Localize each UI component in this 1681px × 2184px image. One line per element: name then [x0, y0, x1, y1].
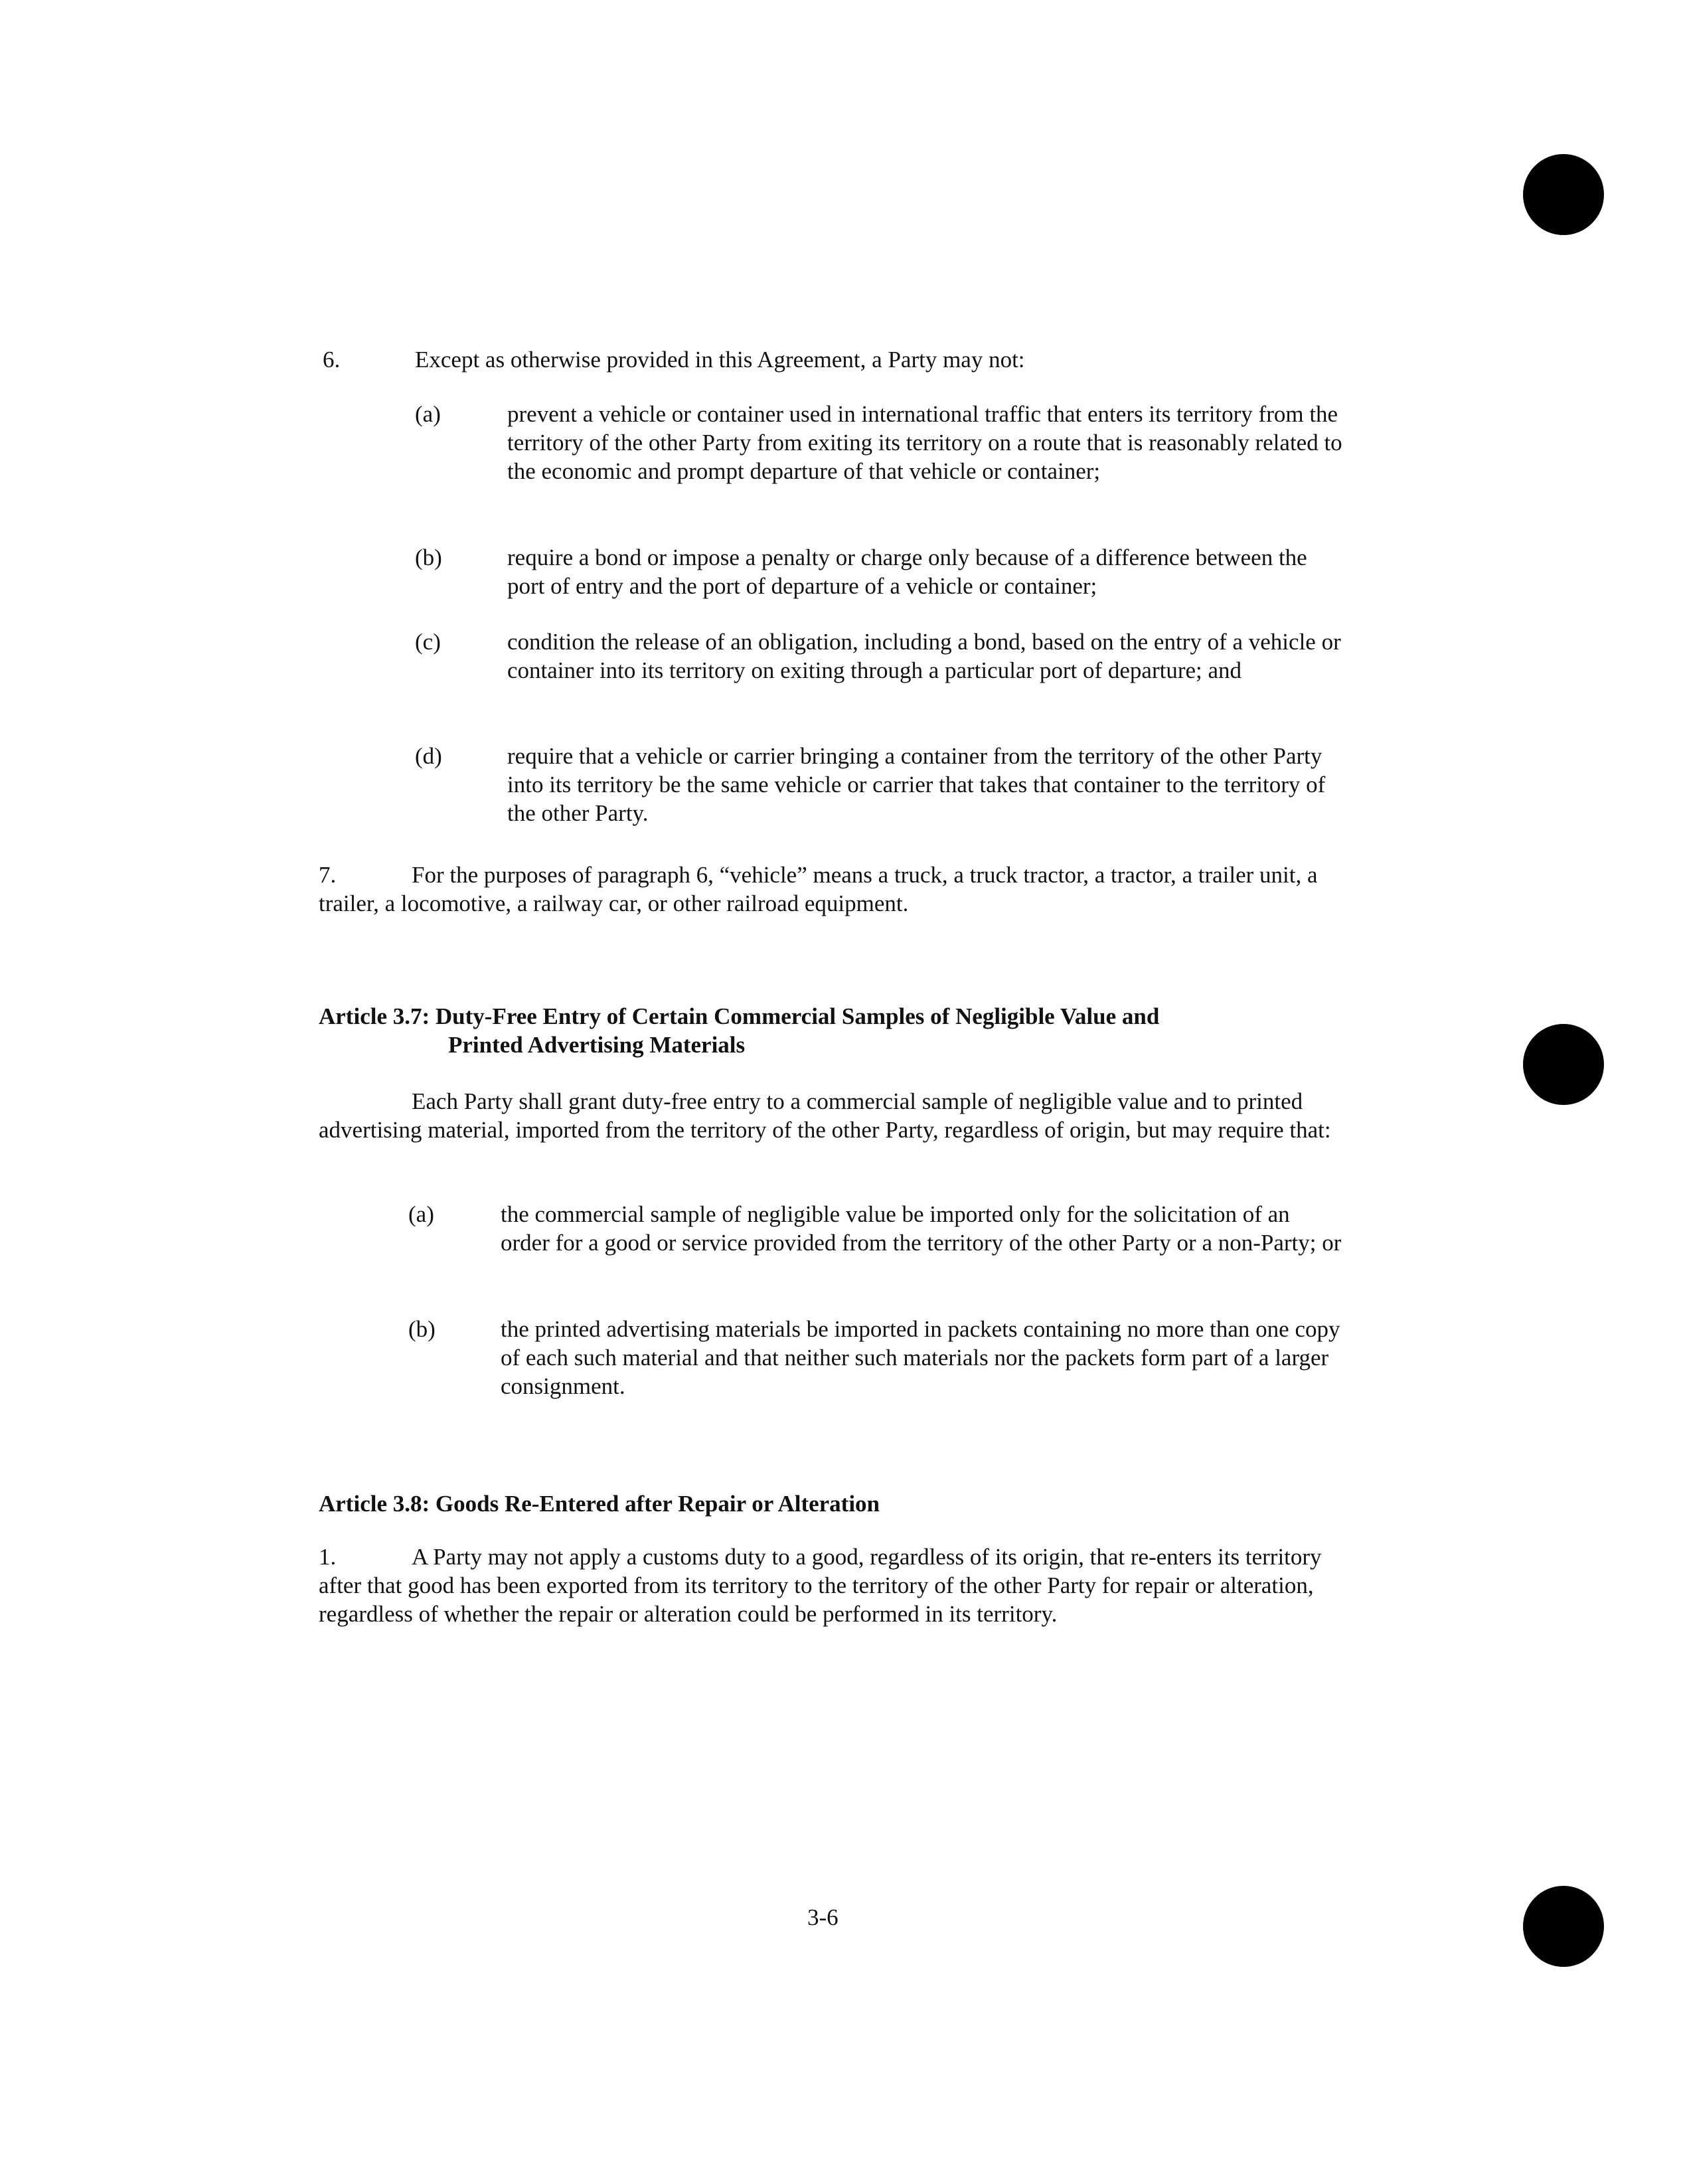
article-3-8-paragraph-1	[319, 1543, 1354, 1628]
section-6-item-d-label: (d)	[415, 743, 442, 769]
article-3-7-intro: Each Party shall grant duty-free entry to a commercial sample of negligible value and to printed advertising material, imported from the territory of the other Party, regardless of origin, but may require that:	[319, 1088, 1331, 1143]
article-3-7-heading	[319, 1002, 1354, 1059]
article-3-7-item-a-text: the commercial sample of negligible value be imported only for the solicitation of an order for a good or service provided from the territory of the other Party or a non-Party; or	[501, 1201, 1342, 1256]
section-7-paragraph	[319, 861, 1354, 918]
section-6-item-a-label: (a)	[415, 401, 441, 427]
binder-hole-bottom	[1523, 1886, 1604, 1967]
page-number: 3-6	[807, 1904, 839, 1930]
section-6-item-c-text: condition the release of an obligation, including a bond, based on the entry of a vehicle or container into its territory on exiting through a particular port of departure; and	[507, 629, 1341, 683]
binder-hole-top	[1523, 154, 1604, 235]
section-6-number: 6.	[323, 347, 341, 373]
section-7-text: For the purposes of paragraph 6, “vehicle” means a truck, a truck tractor, a tractor, a trailer unit, a trailer, a locomotive, a railway car, or other railroad equipment.	[319, 862, 1318, 916]
article-3-8-heading: Article 3.8: Goods Re-Entered after Repair or Alteration	[319, 1491, 880, 1517]
section-6-item-b-label: (b)	[415, 545, 442, 570]
section-6-intro: Except as otherwise provided in this Agreement, a Party may not:	[415, 347, 1025, 373]
article-3-7-item-a-label: (a)	[408, 1201, 434, 1227]
section-7-number: 7.	[319, 862, 337, 888]
section-6-item-c-label: (c)	[415, 629, 441, 655]
binder-hole-middle	[1523, 1024, 1604, 1105]
article-3-7-item-b-label: (b)	[408, 1316, 436, 1342]
article-3-7-item-b-text: the printed advertising materials be imported in packets containing no more than one copy of each such material and that neither such materials nor the packets form part of a larger consignment.	[501, 1316, 1340, 1399]
article-3-7-heading-line2: Printed Advertising Materials	[448, 1032, 746, 1058]
article-3-8-para-1-text: A Party may not apply a customs duty to a good, regardless of its origin, that re-enters its territory after that good has been exported from its territory to the territory of the other Party for repair or alteration, regardless of whether the repair or alteration could be performed in its territory.	[319, 1544, 1322, 1627]
section-6-item-a-text: prevent a vehicle or container used in international traffic that enters its territory from the territory of the other Party from exiting its territory on a route that is reasonably related to the economic and prompt departure of that vehicle or container;	[507, 401, 1342, 484]
article-3-7-heading-line1: Article 3.7: Duty-Free Entry of Certain Commercial Samples of Negligible Value and	[319, 1003, 1160, 1029]
article-3-8-para-1-number: 1.	[319, 1544, 337, 1570]
section-6-item-d-text: require that a vehicle or carrier bringing a container from the territory of the other Party into its territory be the same vehicle or carrier that takes that container to the territory of the other Party.	[507, 743, 1326, 826]
section-6-item-b-text: require a bond or impose a penalty or charge only because of a difference between the port of entry and the port of departure of a vehicle or container;	[507, 545, 1307, 599]
